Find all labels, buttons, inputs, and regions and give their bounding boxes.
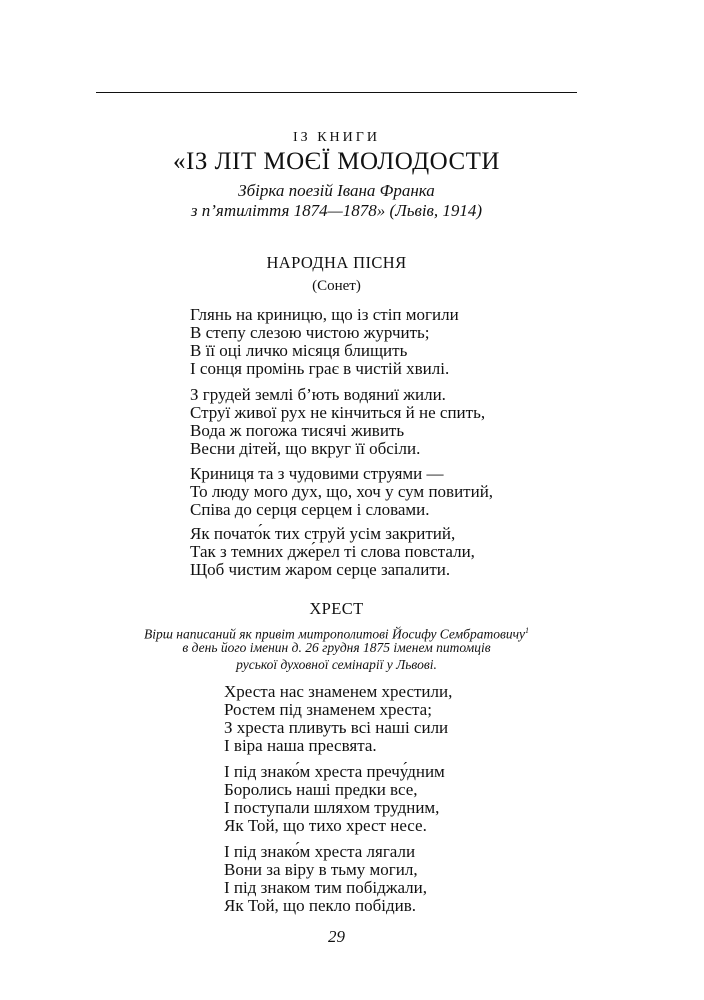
dedication-text: Вірш написаний як привіт митрополитові Йосифу Сембратовичу bbox=[143, 626, 526, 642]
poem-line: З хреста пливуть всі наші сили bbox=[224, 718, 449, 737]
poem-line: І під знако́м хреста пречу́дним bbox=[224, 762, 445, 781]
poem-line: Вода ж погожа тисячі живить bbox=[190, 421, 405, 440]
poem-line: Так з темних дже́рел ті слова повстали, bbox=[190, 542, 475, 561]
poem-genre: (Сонет) bbox=[312, 278, 361, 294]
poem-title-narodna-pisnia: НАРОДНА ПІСНЯ bbox=[266, 253, 407, 272]
poem-line: З грудей землі б’ють водяниї жили. bbox=[190, 385, 446, 404]
poem-line: Щоб чистим жаром серце запалити. bbox=[190, 560, 451, 579]
poem-line: Співа до серця серцем і словами. bbox=[190, 500, 430, 519]
poem-line: І віра наша пресвята. bbox=[224, 736, 377, 755]
poem-line: Як почато́к тих струй усім закритий, bbox=[190, 524, 456, 543]
poem1-stanza-2 bbox=[190, 386, 485, 458]
poem-line: В степу слезою чистою журчить; bbox=[190, 323, 430, 342]
poem2-stanza-3 bbox=[224, 843, 427, 915]
poem-line: В її оці личко місяця блищить bbox=[190, 341, 408, 360]
poem1-stanza-1 bbox=[190, 306, 459, 378]
poem-line: То люду мого дух, що, хоч у сум повитий, bbox=[190, 482, 494, 501]
dedication-line-2: в день його іменин д. 26 грудня 1875 іменем питомців bbox=[182, 640, 491, 655]
book-kicker: ІЗ КНИГИ bbox=[293, 130, 380, 145]
book-subtitle-line-1: Збірка поезій Івана Франка bbox=[238, 181, 435, 200]
dedication-line-3: руської духовної семінарії у Львові. bbox=[236, 657, 437, 672]
poem-line: Струї живої рух не кінчиться й не спить, bbox=[190, 403, 486, 422]
poem-line: Хреста нас знаменем хрестили, bbox=[224, 682, 453, 701]
poem-line: І поступали шляхом трудним, bbox=[224, 798, 440, 817]
poem2-stanza-2 bbox=[224, 763, 445, 835]
poem-line: І під знако́м хреста лягали bbox=[224, 842, 416, 861]
book-subtitle-line-2: з п’ятиліття 1874—1878» (Львів, 1914) bbox=[190, 201, 483, 220]
poem1-stanza-3 bbox=[190, 465, 493, 519]
poem-line: Вони за віру в тьму могил, bbox=[224, 860, 418, 879]
poem2-stanza-1 bbox=[224, 683, 452, 755]
poem-line: Як Той, що тихо хрест несе. bbox=[224, 816, 427, 835]
poem-line: Ростем під знаменем хреста; bbox=[224, 700, 432, 719]
poem-title-khrest: ХРЕСТ bbox=[309, 599, 364, 618]
poem-line: Криниця та з чудовими струями — bbox=[190, 464, 444, 483]
poem1-stanza-4 bbox=[190, 525, 475, 579]
poem-line: Глянь на криницю, що із стіп могили bbox=[190, 305, 459, 324]
poem-line: Боролись наші предки все, bbox=[224, 780, 418, 799]
footnote-marker[interactable]: 1 bbox=[525, 626, 530, 635]
page-number: 29 bbox=[328, 927, 345, 946]
poem-line: Як Той, що пекло побідив. bbox=[224, 896, 417, 915]
poem-line: І під знаком тим побіджали, bbox=[224, 878, 427, 897]
poem-line: Весни дітей, що вкруг її обсіли. bbox=[190, 439, 421, 458]
book-title: «ІЗ ЛІТ МОЄЇ МОЛОДОСТИ bbox=[173, 148, 500, 175]
top-rule bbox=[96, 92, 577, 93]
poem-line: І сонця промінь грає в чистій хвилі. bbox=[190, 359, 450, 378]
